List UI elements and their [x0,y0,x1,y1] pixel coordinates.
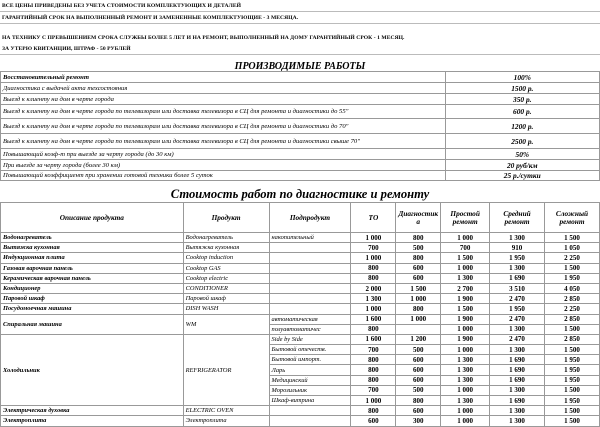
work-label: Выезд к клиенту на дом в черте города по телевизорам или доставка телевизора в СЦ для ремонта и диагностики до 55" [1,105,446,119]
price-simple: 1 900 [441,314,490,324]
price-medium: 1 300 [490,406,545,416]
works-row [1,105,600,119]
price-diag: 600 [396,273,441,283]
product-description: Паровой шкаф [1,294,184,304]
divider [0,11,600,12]
price-complex: 1 950 [545,365,600,375]
price-to: 800 [351,365,396,375]
works-row [1,72,600,83]
product-name: WM [183,314,269,334]
work-price: 2500 р. [445,134,599,149]
price-to: 800 [351,375,396,385]
subproduct-name [269,416,351,426]
work-price: 100% [445,72,599,83]
work-label: Диагностика с выдачей акта техсостояния [1,83,446,94]
price-diag: 1 000 [396,294,441,304]
table-row [1,314,600,324]
price-diag: 800 [396,304,441,314]
price-medium: 1 690 [490,396,545,406]
price-diag: 800 [396,253,441,263]
works-title: ПРОИЗВОДИМЫЕ РАБОТЫ [234,61,366,72]
col-diagnostics: Диагностика [396,203,441,233]
price-diag [396,324,441,334]
price-diag: 600 [396,365,441,375]
work-price: 1500 р. [445,83,599,94]
extended-warranty-note: НА ТЕХНИКУ С ПРЕВЫШЕНИЕМ СРОКА СЛУЖБЫ БОЛЕЕ 5 ЛЕТ И НА РЕМОНТ, ВЫПОЛНЕННЫЙ НА ДОМУ ГАРАНТИЙНЫЙ СРОК - 1 МЕСЯЦ. [2,35,405,41]
subproduct-name [269,263,351,273]
price-complex: 1 950 [545,273,600,283]
work-label: Восстановительный ремонт [1,72,446,83]
price-complex: 2 850 [545,334,600,344]
product-name: REFRIGERATOR [183,334,269,405]
work-price: 600 р. [445,105,599,119]
price-medium: 1 950 [490,304,545,314]
product-description: Индукционная плита [1,253,184,263]
price-medium: 1 950 [490,253,545,263]
price-simple: 1 300 [441,355,490,365]
price-diag: 600 [396,375,441,385]
price-diag: 1 500 [396,283,441,293]
product-name: Вытяжка кухонная [183,243,269,253]
price-diag: 600 [396,355,441,365]
price-simple: 1 300 [441,273,490,283]
works-row [1,94,600,105]
price-to: 800 [351,273,396,283]
price-diag: 1 000 [396,314,441,324]
price-simple: 1 000 [441,416,490,426]
price-simple: 1 500 [441,253,490,263]
work-label: Повышающий коэф-т при выезде за черту города (до 30 км) [1,149,446,160]
subproduct-name [269,253,351,263]
price-simple: 1 000 [441,263,490,273]
product-description: Электроплита [1,416,184,426]
price-simple: 1 000 [441,385,490,395]
price-medium: 1 690 [490,365,545,375]
product-description: Электрическая духовка [1,406,184,416]
price-medium: 2 470 [490,314,545,324]
price-medium: 1 300 [490,385,545,395]
works-row [1,149,600,160]
col-desc: Описание продукта [1,203,184,233]
work-label: Выезд к клиенту на дом в черте города по телевизорам или доставка телевизора в СЦ для ремонта и диагностики свыше 70" [1,134,446,149]
subproduct-name: автоматическая [269,314,351,324]
table-row [1,243,600,253]
price-to: 1 000 [351,233,396,243]
price-note: ВСЕ ЦЕНЫ ПРИВЕДЕНЫ БЕЗ УЧЕТА СТОИМОСТИ КОМПЛЕКТУЮЩИХ И ДЕТАЛЕЙ [2,3,242,9]
product-name: Cooktop induction [183,253,269,263]
price-complex: 1 500 [545,416,600,426]
price-to: 1 600 [351,314,396,324]
works-row [1,83,600,94]
prices-table [0,202,600,427]
price-diag: 800 [396,396,441,406]
price-complex: 1 500 [545,324,600,334]
work-price: 25 р./сутки [445,171,599,181]
price-diag: 1 200 [396,334,441,344]
works-row [1,134,600,149]
price-medium: 1 300 [490,233,545,243]
col-medium-repair: Средний ремонт [490,203,545,233]
subproduct-name: Бытовой импорт. [269,355,351,365]
price-complex: 1 950 [545,396,600,406]
price-to: 800 [351,406,396,416]
subproduct-name: Шкаф-витрина [269,396,351,406]
price-medium: 1 690 [490,375,545,385]
table-row [1,334,600,344]
price-simple: 1 000 [441,233,490,243]
price-diag: 600 [396,406,441,416]
product-description: Посудомоечная машина [1,304,184,314]
product-name: Cooktop GAS [183,263,269,273]
price-to: 1 600 [351,334,396,344]
price-complex: 1 500 [545,406,600,416]
price-simple: 1 300 [441,396,490,406]
product-name: DISH WASH [183,304,269,314]
price-to: 2 000 [351,283,396,293]
product-name: Электроплита [183,416,269,426]
price-simple: 1 300 [441,375,490,385]
work-price: 50% [445,149,599,160]
works-row [1,171,600,181]
price-diag: 600 [396,263,441,273]
product-name: Водонагреватель [183,233,269,243]
price-complex: 2 250 [545,304,600,314]
price-complex: 1 950 [545,375,600,385]
price-complex: 4 050 [545,283,600,293]
product-description: Спиральная машина [1,314,184,334]
works-row [1,160,600,171]
work-price: 20 руб/км [445,160,599,171]
product-name: CONDITIONER [183,283,269,293]
price-simple: 1 000 [441,406,490,416]
col-to: ТО [351,203,396,233]
price-medium: 1 300 [490,345,545,355]
price-medium: 2 470 [490,334,545,344]
price-complex: 1 500 [545,385,600,395]
divider [0,23,600,24]
price-diag: 500 [396,345,441,355]
price-to: 1 000 [351,396,396,406]
price-complex: 2 250 [545,253,600,263]
product-name: Cooktop electric [183,273,269,283]
price-to: 700 [351,345,396,355]
table-row [1,294,600,304]
subproduct-name: Медицинский [269,375,351,385]
work-price: 350 р. [445,94,599,105]
subproduct-name [269,273,351,283]
table-row [1,416,600,426]
subproduct-name [269,304,351,314]
table-row [1,406,600,416]
table-row [1,273,600,283]
price-medium: 3 510 [490,283,545,293]
works-table [0,71,600,181]
price-medium: 1 300 [490,263,545,273]
price-medium: 910 [490,243,545,253]
price-to: 1 000 [351,253,396,263]
price-to: 700 [351,243,396,253]
price-complex: 1 500 [545,263,600,273]
product-description: Вытяжка кухонная [1,243,184,253]
price-simple: 1 000 [441,345,490,355]
product-name: Паровой шкаф [183,294,269,304]
price-simple: 1 500 [441,304,490,314]
subproduct-name: Ларь [269,365,351,375]
work-label: Выезд к клиенту на дом в черте города [1,94,446,105]
subproduct-name [269,294,351,304]
product-description: Керамическая варочная панель [1,273,184,283]
col-complex-repair: Сложный ремонт [545,203,600,233]
price-diag: 500 [396,385,441,395]
divider [0,54,600,55]
subproduct-name [269,243,351,253]
col-simple-repair: Простой ремонт [441,203,490,233]
price-medium: 1 690 [490,273,545,283]
price-to: 1 300 [351,294,396,304]
price-medium: 1 300 [490,324,545,334]
price-complex: 1 500 [545,233,600,243]
work-label: Выезд к клиенту на дом в черте города по телевизорам или доставка телевизора в СЦ для ремонта и диагностики до 70" [1,119,446,134]
prices-title: Стоимость работ по диагностике и ремонту [170,187,430,201]
price-simple: 1 900 [441,294,490,304]
product-name: ELECTRIC OVEN [183,406,269,416]
price-simple: 700 [441,243,490,253]
price-complex: 1 500 [545,345,600,355]
work-label: Повышающий коэффициент при хранении готовой техники более 5 суток [1,171,446,181]
subproduct-name: Морозильник [269,385,351,395]
price-to: 800 [351,324,396,334]
col-subproduct: Подпродукт [269,203,351,233]
price-simple: 2 700 [441,283,490,293]
price-complex: 2 850 [545,294,600,304]
price-complex: 1 950 [545,355,600,365]
subproduct-name [269,283,351,293]
price-to: 700 [351,385,396,395]
product-description: Холодильник [1,334,184,405]
subproduct-name: Бытовой отечеств. [269,345,351,355]
price-to: 800 [351,355,396,365]
warranty-note: ГАРАНТИЙНЫЙ СРОК НА ВЫПОЛНЕННЫЙ РЕМОНТ И ЗАМЕНЕННЫЕ КОМПЛЕКТУЮЩИЕ - 3 МЕСЯЦА. [2,15,299,21]
subproduct-name [269,406,351,416]
table-row [1,233,600,243]
price-simple: 1 300 [441,365,490,375]
price-diag: 800 [396,233,441,243]
price-diag: 500 [396,243,441,253]
price-simple: 1 900 [441,334,490,344]
price-medium: 2 470 [490,294,545,304]
work-price: 1200 р. [445,119,599,134]
works-row [1,119,600,134]
product-description: Кондиционер [1,283,184,293]
subproduct-name: накопительный [269,233,351,243]
table-row [1,304,600,314]
price-complex: 1 050 [545,243,600,253]
subproduct-name: полуавтоматичес [269,324,351,334]
product-description: Водонагреватель [1,233,184,243]
table-row [1,283,600,293]
price-to: 600 [351,416,396,426]
price-medium: 1 690 [490,355,545,365]
price-to: 1 000 [351,304,396,314]
price-to: 800 [351,263,396,273]
col-product: Продукт [183,203,269,233]
receipt-fine-note: ЗА УТЕРЮ КВИТАНЦИИ, ШТРАФ - 50 РУБЛЕЙ [2,46,131,52]
price-diag: 300 [396,416,441,426]
table-row [1,263,600,273]
subproduct-name: Side by Side [269,334,351,344]
table-row [1,253,600,263]
price-simple: 1 000 [441,324,490,334]
work-label: При выезде за черту города (более 30 км) [1,160,446,171]
product-description: Газовая варочная панель [1,263,184,273]
price-complex: 2 850 [545,314,600,324]
price-medium: 1 300 [490,416,545,426]
